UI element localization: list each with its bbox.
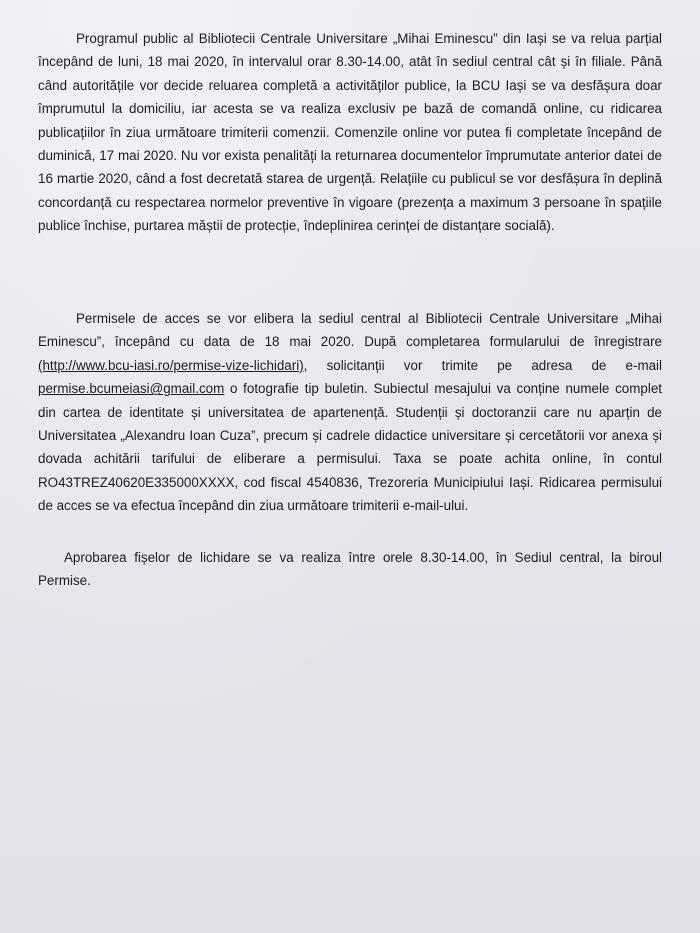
- registration-form-link[interactable]: (http://www.bcu-iasi.ro/permise-vize-lichidari): [38, 357, 304, 373]
- paragraph-text: Programul public al Bibliotecii Centrale Universitare „Mihai Eminescu” din Iași se va relua parțial începând de luni, 18 mai 2020, în intervalul orar 8.30-14.00, atât în sediul central cât și în filiale. Până când autoritățile vor decide reluarea completă a activităților publice, la BCU Iași se va desfășura doar împrumutul la domiciliu, iar acesta se va realiza exclusiv pe bază de comandă online, cu ridicarea publicațiilor în ziua următoare trimiterii comenzii. Comenzile online vor putea fi completate începând de duminică, 17 mai 2020. Nu vor exista penalități la returnarea documentelor împrumutate anterior datei de 16 martie 2020, când a fost decretată starea de urgență. Relațiile cu publicul se vor desfășura în deplină concordanță cu respectarea normelor preventive în vigoare (prezența a maximum 3 persoane în spațiile publice închise, purtarea măștii de protecție, îndeplinirea cerinței de distanțare socială).: [38, 31, 662, 234]
- paragraph-program-public: [38, 27, 662, 238]
- paragraph-text: Permisele de acces se vor elibera la sediul central al Bibliotecii Centrale Universitare „Mihai Eminescu”, începând cu data de 18 mai 2020. După completarea formularului de înregistrare: [38, 311, 662, 350]
- paragraph-permise-acces: [38, 307, 662, 518]
- paragraph-fise-lichidare: [38, 546, 662, 593]
- paragraph-text: o fotografie tip buletin. Subiectul mesajului va conține numele complet din cartea de identitate și universitatea de apartenență. Studenții și doctoranzii care nu aparțin de Universitatea „Alexandru Ioan Cuza”, precum și cadrele didactice universitare și cercetătorii vor anexa și dovada achitării tarifului de eliberare a permisului. Taxa se poate achita online, în contul RO43TREZ40620E335000XXXX, cod fiscal 4540836, Trezoreria Municipiului Iași. Ridicarea permisului de acces se va efectua începând din ziua următoare trimiterii e-mail-ului.: [38, 381, 662, 514]
- paragraph-text: Aprobarea fișelor de lichidare se va realiza între orele 8.30-14.00, în Sediul central, la biroul Permise.: [38, 550, 662, 589]
- paragraph-text: , solicitanții vor trimite pe adresa de e-mail: [303, 357, 662, 373]
- email-address-link[interactable]: permise.bcumeiasi@gmail.com: [38, 381, 225, 397]
